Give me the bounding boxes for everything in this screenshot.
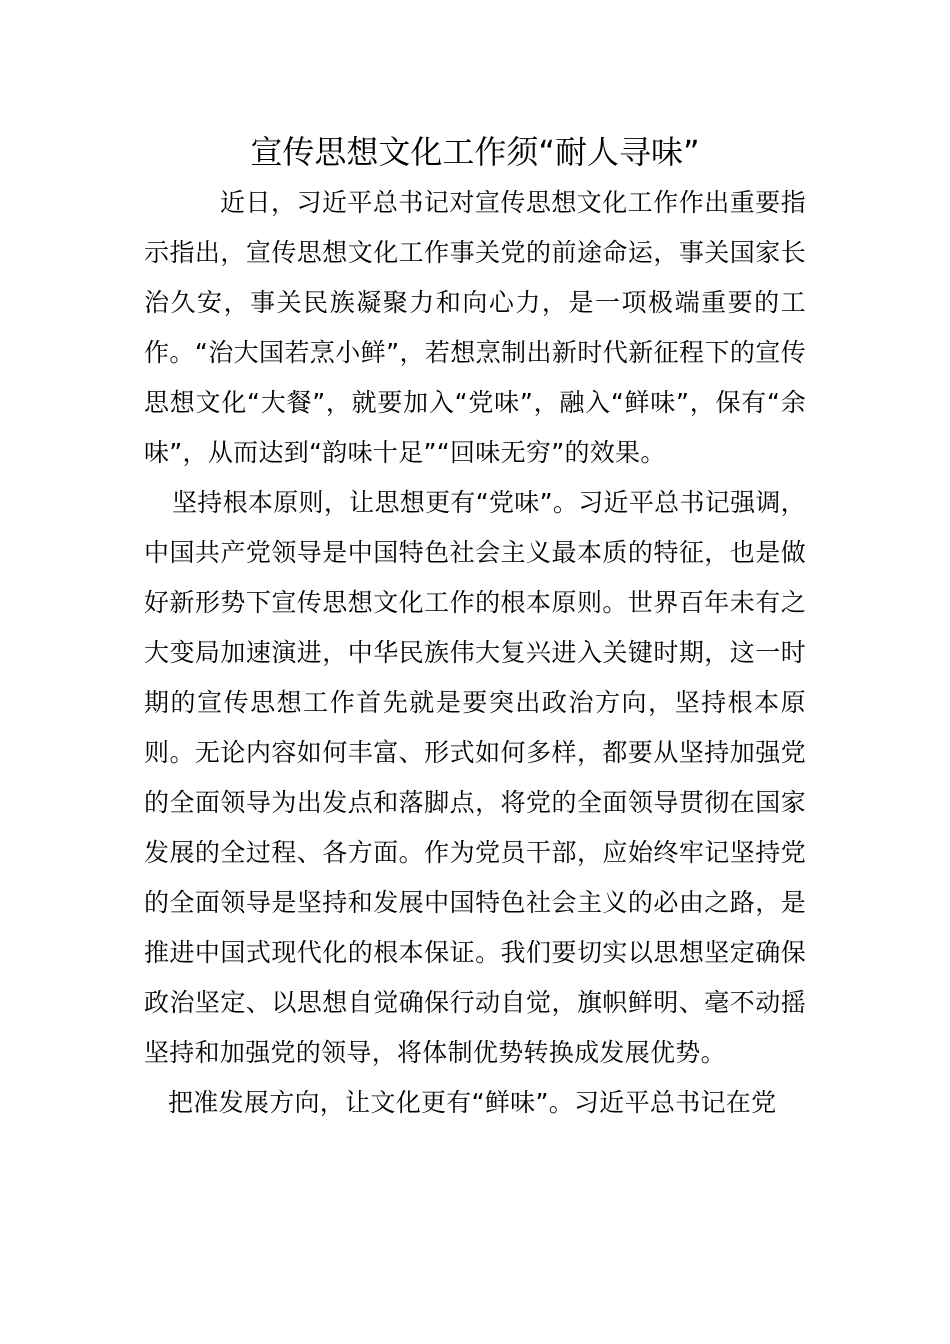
paragraph-fresh-flavor: 把准发展方向，让文化更有“鲜味”。习近平总书记在党 — [168, 1088, 777, 1117]
paragraph-party-flavor: 坚持根本原则，让思想更有“党味”。习近平总书记强调，中国共产党领导是中国特色社会主义最本质的特征，也是做好新形势下宣传思想文化工作的根本原则。世界百年未有之大变局加速演进，中华民族伟大复兴进入关键时期，这一时期的宣传思想工作首先就是要突出政治方向，坚持根本原则。无论内容如何丰富、形式如何多样，都要从坚持加强党的全面领导为出发点和落脚点，将党的全面领导贯彻在国家发展的全过程、各方面。作为党员干部，应始终牢记坚持党的全面领导是坚持和发展中国特色社会主义的必由之路，是推进中国式现代化的根本保证。我们要切实以思想坚定确保政治坚定、以思想自觉确保行动自觉，旗帜鲜明、毫不动摇坚持和加强党的领导，将体制优势转换成发展优势。 — [144, 488, 806, 1067]
paragraph-intro: 近日，习近平总书记对宣传思想文化工作作出重要指示指出，宣传思想文化工作事关党的前途命运，事关国家长治久安，事关民族凝聚力和向心力，是一项极端重要的工作。“治大国若烹小鲜”，若想烹制出新时代新征程下的宣传思想文化“大餐”，就要加入“党味”，融入“鲜味”，保有“余味”，从而达到“韵味十足”“回味无穷”的效果。 — [144, 188, 806, 467]
document-body — [144, 178, 806, 1128]
document-title: 宣传思想文化工作须“耐人寻味” — [250, 133, 700, 171]
